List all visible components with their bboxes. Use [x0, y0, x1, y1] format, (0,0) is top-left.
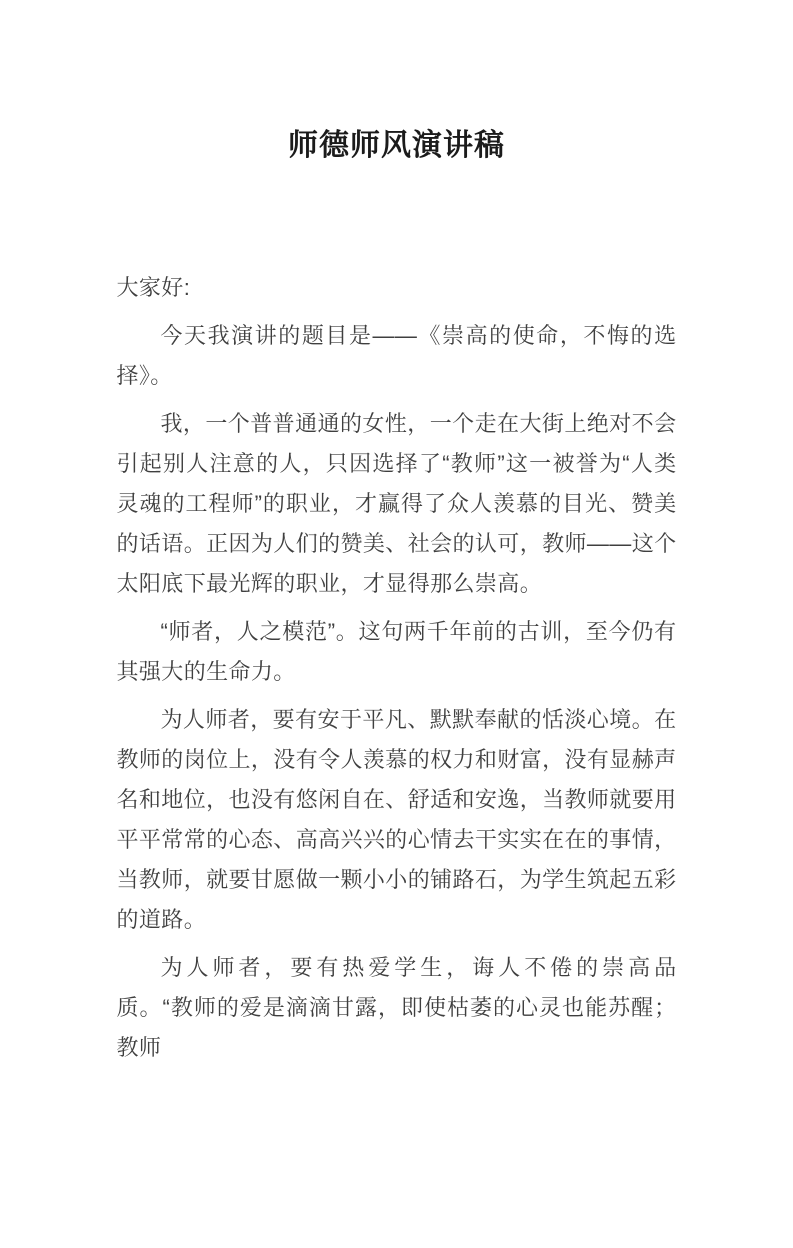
document-body [117, 268, 677, 1068]
paragraph-love-students: 为人师者，要有热爱学生，诲人不倦的崇高品质。“教师的爱是滴滴甘露，即使枯萎的心灵也能苏醒；教师 [116, 955, 677, 1060]
paragraph-intro: 我，一个普普通通的女性，一个走在大街上绝对不会引起别人注意的人，只因选择了“教师”这一被誉为“人类灵魂的工程师”的职业，才赢得了众人羡慕的目光、赞美的话语。正因为人们的赞美、社会的认可，教师——这个太阳底下最光辉的职业，才显得那么崇高。 [116, 411, 677, 596]
paragraph-dedication: 为人师者，要有安于平凡、默默奉献的恬淡心境。在教师的岗位上，没有令人羡慕的权力和财富，没有显赫声名和地位，也没有悠闲自在、舒适和安逸，当教师就要用平平常常的心态、高高兴兴的心情去干实实在在的事情，当教师，就要甘愿做一颗小小的铺路石，为学生筑起五彩的道路。 [116, 707, 677, 932]
paragraph-topic: 今天我演讲的题目是——《崇高的使命，不悔的选择》。 [116, 323, 677, 388]
paragraph-greeting: 大家好: [116, 275, 191, 300]
paragraph-ancient-quote: “师者，人之模范”。这句两千年前的古训，至今仍有其强大的生命力。 [116, 619, 677, 684]
document-page [117, 126, 677, 1068]
document-title: 师德师风演讲稿 [288, 129, 505, 162]
